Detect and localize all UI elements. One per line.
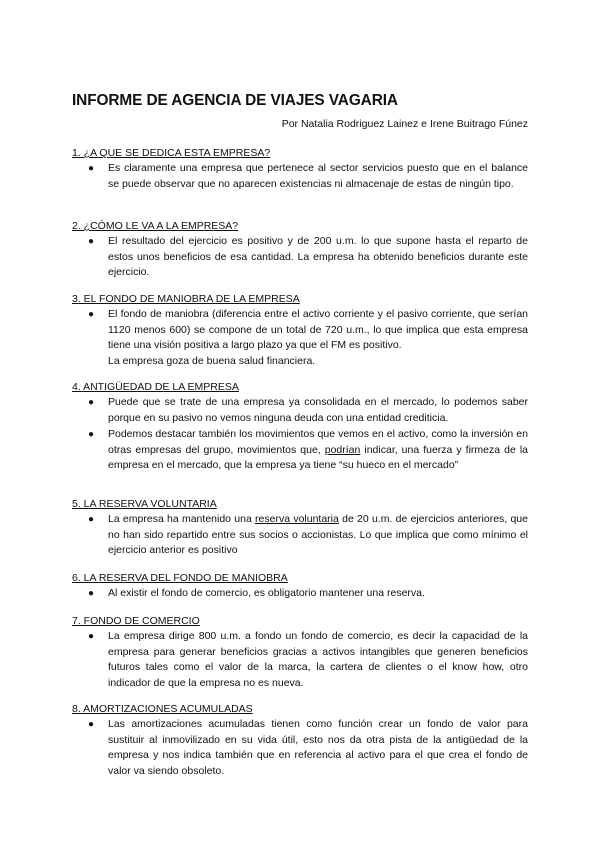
section-5 (72, 497, 528, 560)
list-item-text: La empresa goza de buena salud financiera. (108, 354, 316, 367)
section-4 (72, 380, 528, 475)
list-item (72, 395, 528, 426)
bullet-list (72, 629, 528, 691)
section-heading: 8. AMORTIZACIONES ACUMULADAS (72, 703, 253, 715)
section-7 (72, 614, 528, 692)
bullet-icon: ● (88, 309, 95, 320)
bullet-list (72, 717, 528, 779)
bullet-list (72, 307, 528, 369)
list-item-continuation (72, 354, 528, 370)
bullet-list (72, 512, 528, 559)
bullet-list (72, 586, 528, 602)
list-item (72, 717, 528, 779)
list-item-text: La empresa dirige 800 u.m. a fondo un fondo de comercio, es decir la capacidad de la empresa para generar beneficios gracias a activos intangibles que generen beneficios futuros tales como el valor de la marca, la cartera de clientes o el know how, otro indicador de que la empresa no es nueva. (108, 630, 528, 689)
bullet-icon: ● (88, 429, 95, 440)
list-item-text-after: de 20 u.m. de ejercicios anteriores, que no han sido repartido entre sus socios o accionistas. Lo que implica que como mínimo el ejercicio anterior es positivo (108, 513, 528, 556)
list-item (72, 586, 528, 602)
bullet-icon: ● (88, 236, 95, 247)
bullet-list (72, 234, 528, 281)
list-item-text-before: Podemos destacar también los movimientos que vemos en el activo, como la inversión en otras empresas del grupo, movimientos que, (108, 428, 528, 456)
list-item (72, 234, 528, 281)
section-heading: 5. LA RESERVA VOLUNTARIA (72, 498, 217, 510)
section-3 (72, 292, 528, 370)
section-2 (72, 219, 528, 282)
bullet-icon: ● (88, 631, 95, 642)
section-heading: 4. ANTIGÜEDAD DE LA EMPRESA (72, 381, 239, 393)
document-title: INFORME DE AGENCIA DE VIAJES VAGARIA (72, 92, 398, 109)
list-item (72, 307, 528, 354)
list-item-text: El fondo de maniobra (diferencia entre el activo corriente y el pasivo corriente, que serían 1120 menos 600) se compone de un total de 720 u.m., lo que implica que esta empresa tiene una visión positiva a largo plazo ya que el FM es positivo. (108, 308, 528, 351)
section-heading: 2. ¿CÓMO LE VA A LA EMPRESA? (72, 220, 239, 232)
section-heading: 7. FONDO DE COMERCIO (72, 615, 200, 627)
bullet-icon: ● (88, 514, 95, 525)
list-item-text: Las amortizaciones acumuladas tienen como función crear un fondo de valor para sustituir al inmovilizado en su vida útil, esto nos da otra pista de la antigüedad de la empresa y nos indica también que en referencia al activo para el que crea el fondo de valor va siendo obsoleto. (108, 718, 528, 777)
bullet-list (72, 161, 528, 192)
section-6 (72, 571, 528, 603)
bullet-icon: ● (88, 588, 95, 599)
section-heading: 3. EL FONDO DE MANIOBRA DE LA EMPRESA (72, 293, 300, 305)
bullet-icon: ● (88, 163, 95, 174)
bullet-list (72, 395, 528, 474)
document-authors: Por Natalia Rodriguez Lainez e Irene Buitrago Fúnez (281, 118, 528, 130)
bullet-icon: ● (88, 397, 95, 408)
list-item (72, 629, 528, 691)
list-item (72, 161, 528, 192)
underlined-word: podrían (324, 443, 361, 456)
list-item-text: Al existir el fondo de comercio, es obligatorio mantener una reserva. (108, 587, 425, 599)
section-1 (72, 146, 528, 193)
list-item-text-before: La empresa ha mantenido una (108, 513, 256, 525)
section-heading: 1. ¿A QUE SE DEDICA ESTA EMPRESA? (72, 147, 271, 159)
list-item-text: Es claramente una empresa que pertenece al sector servicios puesto que en el balance se puede observar que no aparecen existencias ni almacenaje de estas de ningún tipo. (108, 162, 528, 190)
list-item-text: Puede que se trate de una empresa ya consolidada en el mercado, lo podemos saber porque en su pasivo no vemos ninguna deuda con una entidad crediticia. (108, 396, 528, 424)
section-heading: 6. LA RESERVA DEL FONDO DE MANIOBRA (72, 572, 288, 584)
list-item (72, 427, 528, 474)
list-item (72, 512, 528, 559)
underlined-term: reserva voluntaria (255, 513, 339, 525)
section-8 (72, 702, 528, 780)
list-item-text: El resultado del ejercicio es positivo y de 200 u.m. lo que supone hasta el reparto de estos unos beneficios de esa cantidad. La empresa ha obtenido beneficios durante este ejercicio. (108, 235, 528, 278)
list-item-text-after: indicar, una fuerza y firmeza de la empresa en el mercado, que la empresa ya tiene “su hueco en el mercado” (108, 443, 528, 471)
bullet-icon: ● (88, 719, 95, 730)
